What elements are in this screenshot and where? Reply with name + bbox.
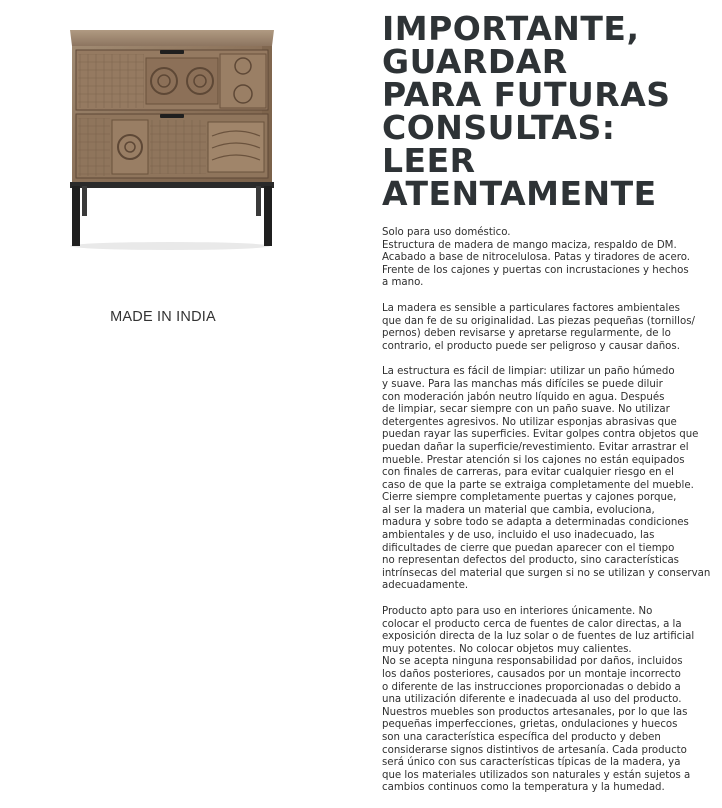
- paragraph-line: exposición directa de la luz solar o de fuentes de luz artificial: [382, 631, 695, 643]
- paragraph-line: con moderación jabón neutro líquido en agua. Después: [382, 391, 665, 403]
- title-line: IMPORTANTE,: [382, 9, 640, 48]
- paragraph-line: puedan dañar la superficie/revestimiento. Evitar arrastrar el: [382, 441, 689, 453]
- instructions-text: [382, 227, 711, 808]
- paragraph-line: al ser la madera un material que cambia, evoluciona,: [382, 504, 655, 516]
- paragraph-line: a mano.: [382, 277, 424, 289]
- paragraph-line: No se acepta ninguna responsabilidad por daños, incluidos: [382, 656, 683, 668]
- paragraph-line: adecuadamente.: [382, 580, 469, 592]
- paragraph-line: no representan defectos del producto, sino características: [382, 555, 679, 567]
- paragraph-line: mueble. Prestar atención si los cajones no están equipados: [382, 454, 685, 466]
- title-line: ATENTAMENTE: [382, 174, 657, 213]
- paragraph-line: considerarse signos distintivos de artesanía. Cada producto: [382, 744, 687, 756]
- paragraph-line: intrínsecas del material que surgen si no se utilizan y conservan: [382, 567, 711, 579]
- made-in-label: MADE IN INDIA: [110, 309, 216, 325]
- paragraph-line: Frente de los cajones y puertas con incrustaciones y hechos: [382, 264, 689, 276]
- paragraph-line: con finales de carreras, para evitar cualquier riesgo en el: [382, 467, 674, 479]
- paragraph-line: puedan rayar las superficies. Evitar golpes contra objetos que: [382, 429, 699, 441]
- paragraph-line: una utilización diferente e inadecuada al uso del producto.: [382, 694, 682, 706]
- paragraph-line: son una característica específica del producto y deben: [382, 731, 661, 743]
- paragraph-line: La madera es sensible a particulares factores ambientales: [382, 302, 680, 314]
- instruction-paragraph: [382, 303, 708, 353]
- paragraph-line: detergentes agresivos. No utilizar esponjas abrasivas que: [382, 416, 677, 428]
- paragraph-line: Producto apto para uso en interiores únicamente. No: [382, 606, 653, 618]
- paragraph-line: pequeñas imperfecciones, grietas, ondulaciones y huecos: [382, 719, 678, 731]
- drawer-bottom: [76, 114, 268, 178]
- paragraph-line: Solo para uso doméstico.: [382, 227, 511, 238]
- paragraph-line: Cierre siempre completamente puertas y cajones porque,: [382, 492, 677, 504]
- drawer-top: [76, 50, 268, 110]
- paragraph-line: Acabado a base de nitrocelulosa. Patas y tiradores de acero.: [382, 252, 691, 264]
- paragraph-line: pernos) deben revisarse y apretarse regularmente, de lo: [382, 328, 671, 340]
- instruction-paragraph: [382, 366, 711, 593]
- paragraph-line: o diferente de las instrucciones proporcionadas o debido a: [382, 681, 681, 693]
- paragraph-line: colocar el producto cerca de fuentes de calor directas, a la: [382, 618, 682, 630]
- paragraph-line: Estructura de madera de mango maciza, respaldo de DM.: [382, 239, 677, 251]
- page-title: [382, 9, 712, 213]
- instruction-paragraph: [382, 606, 708, 795]
- paragraph-line: dificultades de cierre que puedan aparecer con el tiempo: [382, 542, 675, 554]
- title-line: GUARDAR: [382, 42, 568, 81]
- paragraph-line: que los materiales utilizados son naturales y están sujetos a: [382, 769, 691, 781]
- product-image-nightstand: [60, 26, 280, 252]
- paragraph-line: La estructura es fácil de limpiar: utilizar un paño húmedo: [382, 366, 675, 378]
- paragraph-line: de limpiar, secar siempre con un paño suave. No utilizar: [382, 404, 670, 416]
- paragraph-line: ambientales y de uso, incluido el uso inadecuado, las: [382, 530, 655, 542]
- title-line: PARA FUTURAS: [382, 75, 671, 114]
- paragraph-line: será único con sus características típicas de la madera, ya: [382, 757, 681, 769]
- paragraph-line: Nuestros muebles son productos artesanales, por lo que las: [382, 706, 688, 718]
- paragraph-line: los daños posteriores, causados por un montaje incorrecto: [382, 669, 681, 680]
- paragraph-line: muy potentes. No colocar objetos muy calientes.: [382, 643, 632, 655]
- title-line: LEER: [382, 141, 476, 180]
- paragraph-line: caso de que la parte se extraiga completamente del mueble.: [382, 479, 694, 491]
- paragraph-line: que dan fe de su originalidad. Las piezas pequeñas (tornillos/: [382, 315, 695, 327]
- paragraph-line: cambios continuos como la temperatura y la humedad.: [382, 782, 665, 794]
- paragraph-line: madura y sobre todo se adapta a determinadas condiciones: [382, 517, 689, 529]
- paragraph-line: y suave. Para las manchas más difíciles se puede diluir: [382, 378, 663, 390]
- instruction-paragraph: [382, 227, 708, 290]
- paragraph-line: contrario, el producto puede ser peligroso y causar daños.: [382, 340, 680, 352]
- title-line: CONSULTAS:: [382, 108, 616, 147]
